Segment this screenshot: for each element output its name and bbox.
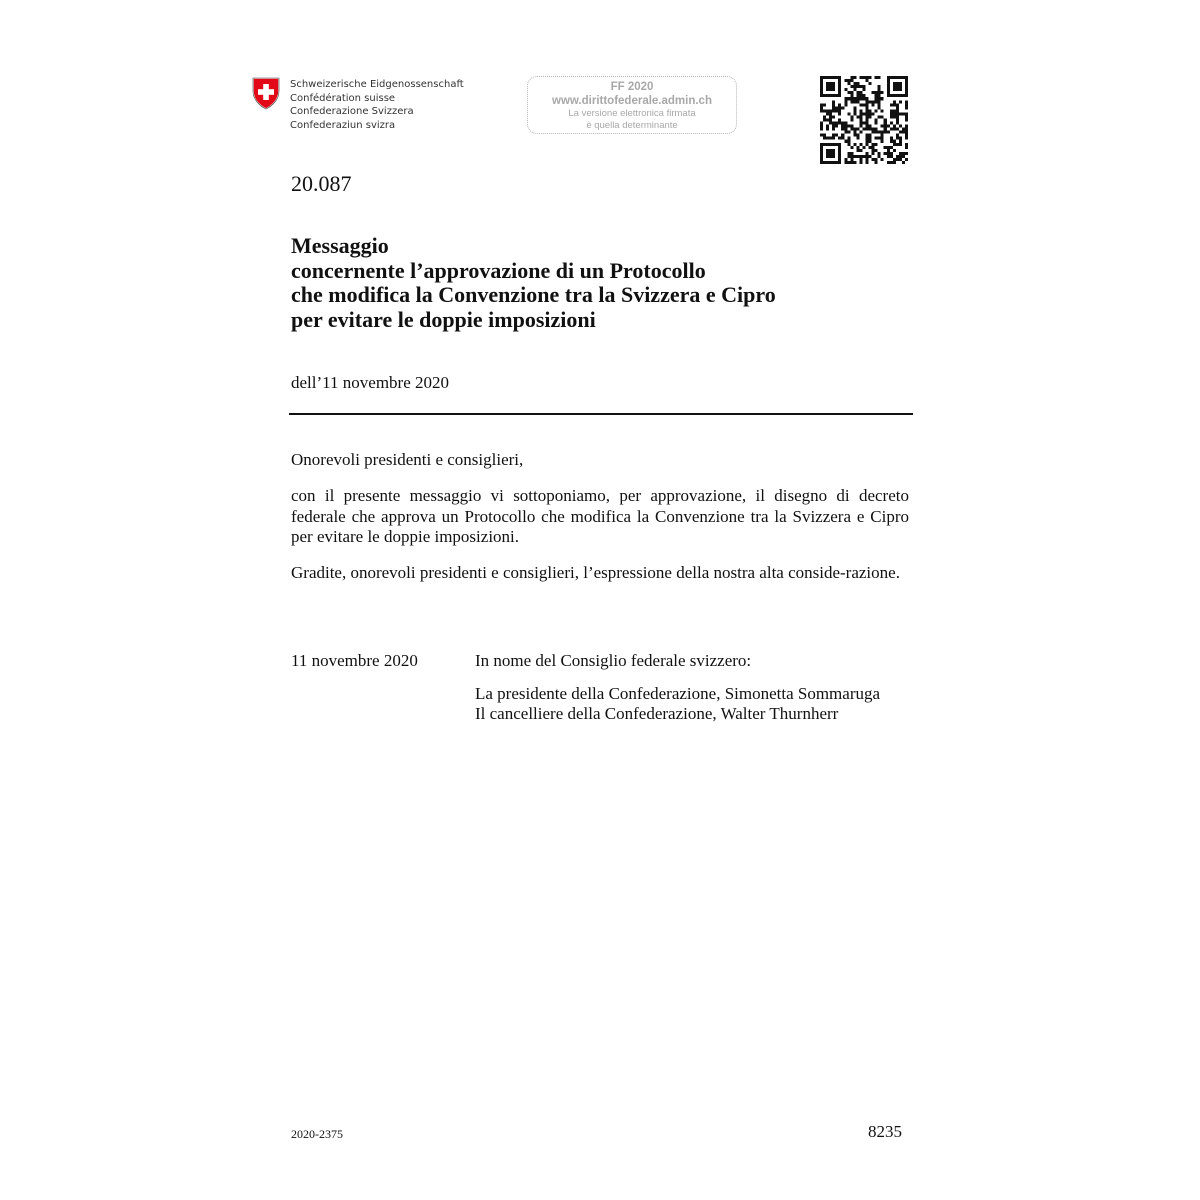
document-number: 20.087 xyxy=(291,171,352,196)
agency-line-de: Schweizerische Eidgenossenschaft xyxy=(290,79,464,90)
signature-date: 11 novembre 2020 xyxy=(291,651,418,670)
footer-reference: 2020-2375 xyxy=(291,1127,343,1141)
stamp-line-ff: FF 2020 xyxy=(610,81,654,93)
signature-block xyxy=(475,651,880,725)
salutation: Onorevoli presidenti e consiglieri, xyxy=(291,450,524,469)
title-line-3: che modifica la Convenzione tra la Svizzera e Cipro xyxy=(291,282,776,307)
body-paragraph-2: Gradite, onorevoli presidenti e consiglieri, l’espressione della nostra alta conside-razione. xyxy=(291,563,900,582)
title-line-2: concernente l’approvazione di un Protocollo xyxy=(291,257,706,283)
horizontal-rule xyxy=(289,413,913,415)
signature-president: La presidente della Confederazione, Simonetta Sommaruga xyxy=(475,683,881,703)
agency-line-fr: Confédération suisse xyxy=(290,92,396,104)
agency-line-it: Confederazione Svizzera xyxy=(290,106,414,118)
page-number: 8235 xyxy=(868,1122,902,1141)
agency-name xyxy=(290,78,464,132)
title-line-4: per evitare le doppie imposizioni xyxy=(291,306,596,332)
signature-chancellor: Il cancelliere della Confederazione, Walter Thurnherr xyxy=(475,704,839,723)
qr-code-icon xyxy=(820,76,908,164)
document-title xyxy=(291,234,776,332)
stamp-line-note1: La versione elettronica firmata xyxy=(568,108,696,119)
swiss-coat-of-arms-icon xyxy=(251,76,281,110)
document-date: dell’11 novembre 2020 xyxy=(291,373,449,392)
title-line-1: Messaggio xyxy=(291,233,389,258)
agency-line-rm: Confederaziun svizra xyxy=(290,119,396,131)
signature-council: In nome del Consiglio federale svizzero: xyxy=(475,651,752,670)
publication-stamp xyxy=(527,76,737,134)
stamp-line-note2: è quella determinante xyxy=(586,120,678,131)
body-paragraph-1: con il presente messaggio vi sottoponiamo, per approvazione, il disegno di decreto federale che approva un Protocollo che modifica la Convenzione tra la Svizzera e Cipro per evitare le doppie imposizioni. xyxy=(291,486,909,546)
stamp-line-url: www.dirittofederale.admin.ch xyxy=(552,95,712,107)
